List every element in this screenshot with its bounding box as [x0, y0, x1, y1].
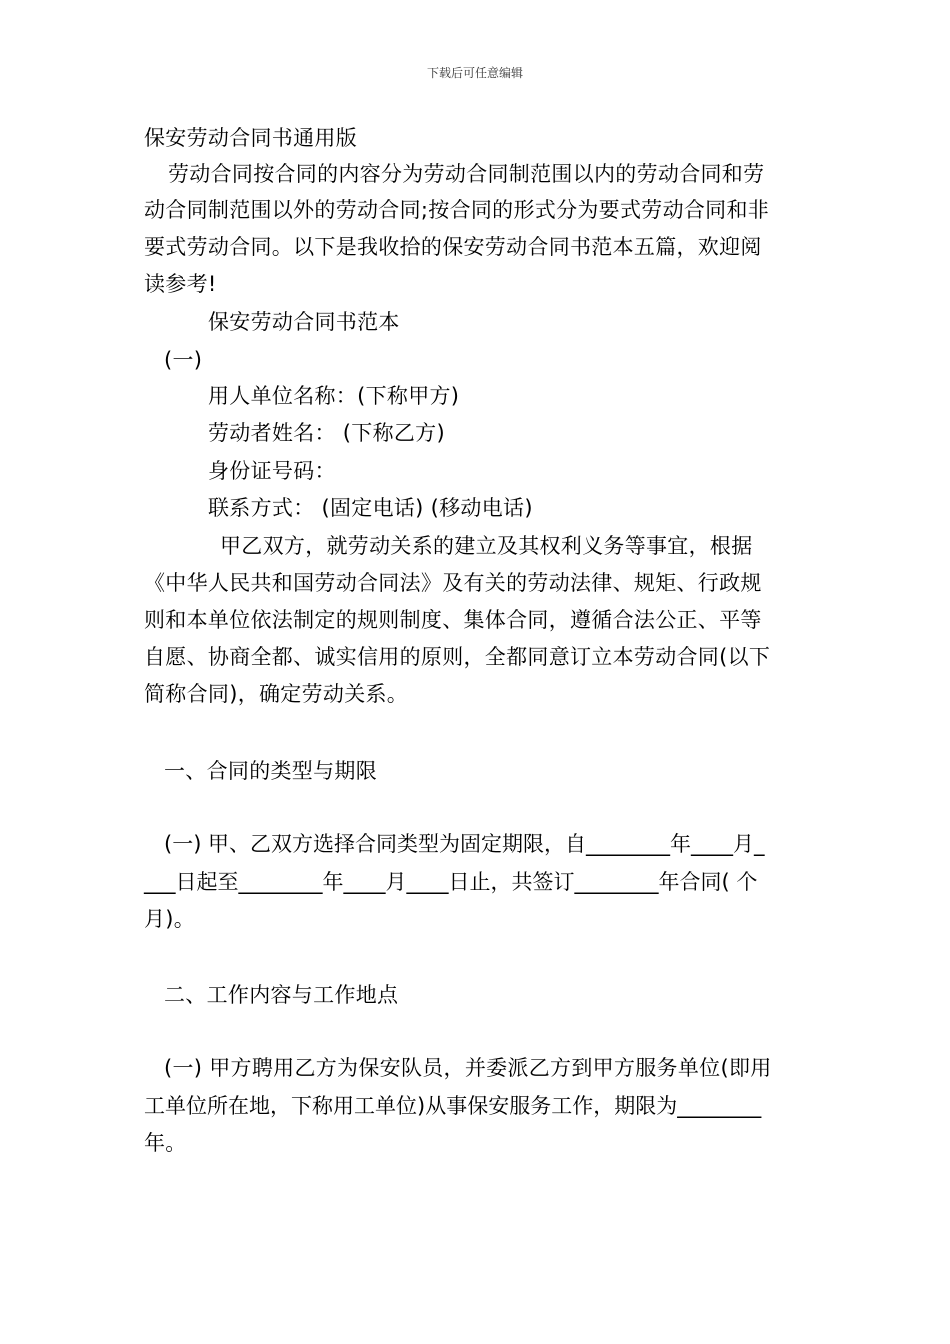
document-title: 保安劳动合同书通用版 [144, 126, 357, 150]
preamble-line-1: 甲乙双方，就劳动关系的建立及其权利义务等事宜，根据 [220, 534, 753, 558]
preamble-line-5: 简称合同)，确定劳动关系。 [144, 682, 409, 706]
preamble-line-2: 《中华人民共和国劳动合同法》及有关的劳动法律、规矩、行政规 [144, 571, 762, 595]
preamble-line-3: 则和本单位依法制定的规则制度、集体合同，遵循合法公正、平等 [144, 608, 762, 632]
intro-line-1: 劳动合同按合同的内容分为劳动合同制范围以内的劳动合同和劳 [168, 162, 765, 186]
intro-line-2: 动合同制范围以外的劳动合同;按合同的形式分为要式劳动合同和非 [144, 198, 770, 222]
section1-clause-line-2: ___日起至________年____月____日止，共签订________年合同( 个 [144, 870, 758, 894]
sample-number: (一) [164, 348, 203, 372]
intro-line-3: 要式劳动合同。以下是我收拾的保安劳动合同书范本五篇，欢迎阅 [144, 235, 762, 259]
section2-clause-line-2: 工单位所在地，下称用工单位)从事保安服务工作，期限为________ [144, 1094, 762, 1118]
section1-clause-line-3: 月)。 [144, 907, 196, 931]
section1-heading: 一、合同的类型与期限 [164, 759, 377, 783]
section2-clause-line-3: 年。 [144, 1131, 187, 1155]
employer-field: 用人单位名称：(下称甲方) [208, 384, 460, 408]
intro-line-4: 读参考! [144, 272, 217, 296]
contact-field: 联系方式： (固定电话) (移动电话) [208, 496, 533, 520]
page-header: 下载后可任意编辑 [426, 66, 523, 80]
section1-clause-line-1: (一) 甲、乙双方选择合同类型为固定期限，自________年____月_ [164, 832, 765, 856]
worker-field: 劳动者姓名： (下称乙方) [208, 421, 445, 445]
section2-heading: 二、工作内容与工作地点 [164, 983, 399, 1007]
section2-clause-line-1: (一) 甲方聘用乙方为保安队员，并委派乙方到甲方服务单位(即用 [164, 1056, 772, 1080]
sample-title: 保安劳动合同书范本 [208, 310, 400, 334]
preamble-line-4: 自愿、协商全都、诚实信用的原则，全都同意订立本劳动合同(以下 [144, 645, 771, 669]
id-number-field: 身份证号码： [208, 459, 336, 483]
